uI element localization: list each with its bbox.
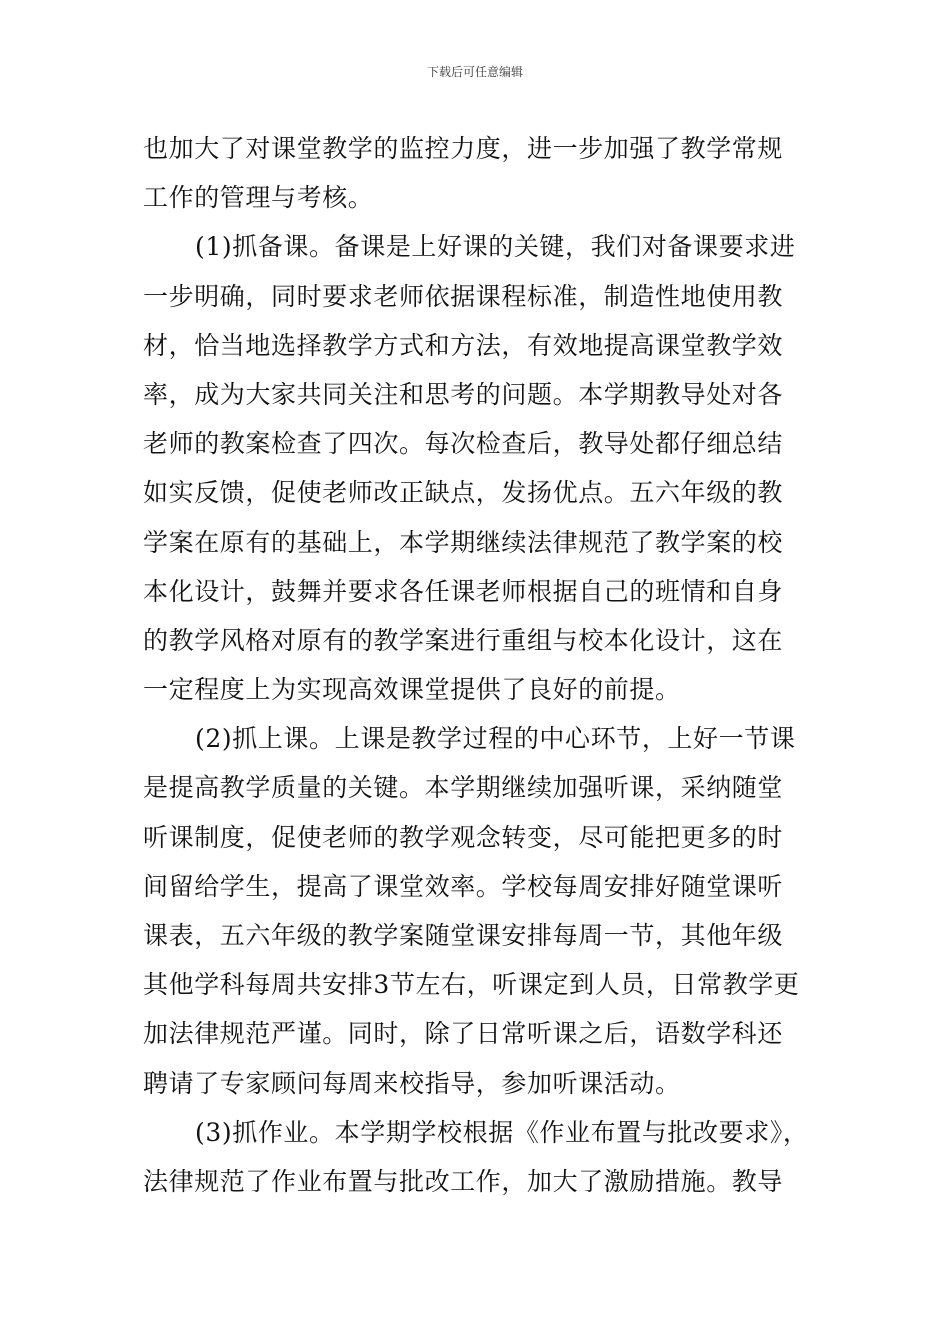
paragraph-line: 老师的教案检查了四次。每次检查后，教导处都仔细总结	[143, 429, 784, 459]
page-header: 下载后可任意编辑	[426, 65, 523, 79]
paragraph-line: 课表，五六年级的教学案随堂课安排每周一节，其他年级	[143, 921, 784, 950]
paragraph-line: 加法律规范严谨。同时，除了日常听课之后，语数学科还	[143, 1019, 784, 1049]
paragraph-line: 材，恰当地选择教学方式和方法，有效地提高课堂教学效	[143, 330, 784, 360]
paragraph-line: 本化设计，鼓舞并要求各任课老师根据自己的班情和自身	[143, 576, 784, 606]
paragraph-line: 工作的管理与考核。	[143, 183, 374, 213]
paragraph-line: 聘请了专家顾问每周来校指导，参加听课活动。	[143, 1068, 681, 1098]
paragraph-line: 其他学科每周共安排3节左右，听课定到人员，日常教学更	[143, 970, 800, 1000]
paragraph-line: 也加大了对课堂教学的监控力度，进一步加强了教学常规	[143, 134, 784, 163]
document-body	[143, 124, 807, 1206]
paragraph-line: 学案在原有的基础上，本学期继续法律规范了教学案的校	[143, 527, 784, 557]
paragraph-line: 间留给学生，提高了课堂效率。学校每周安排好随堂课听	[143, 871, 784, 901]
paragraph-line: 一定程度上为实现高效课堂提供了良好的前提。	[143, 675, 681, 705]
paragraph-line: 一步明确，同时要求老师依据课程标准，制造性地使用教	[143, 281, 784, 311]
paragraph-line: 如实反馈，促使老师改正缺点，发扬优点。五六年级的教	[143, 478, 784, 508]
paragraph-line: 率，成为大家共同关注和思考的问题。本学期教导处对各	[143, 379, 784, 409]
paragraph-line: 听课制度，促使老师的教学观念转变，尽可能把更多的时	[143, 822, 784, 852]
paragraph-line-indented: (3)抓作业。本学期学校根据《作业布置与批改要求》，	[195, 1117, 809, 1147]
paragraph-line: 是提高教学质量的关键。本学期继续加强听课，采纳随堂	[143, 773, 784, 803]
paragraph-line: 法律规范了作业布置与批改工作，加大了激励措施。教导	[143, 1166, 784, 1196]
paragraph-line: 的教学风格对原有的教学案进行重组与校本化设计，这在	[143, 625, 784, 655]
paragraph-line-indented: (2)抓上课。上课是教学过程的中心环节，上好一节课	[195, 724, 796, 754]
paragraph-line-indented: (1)抓备课。备课是上好课的关键，我们对备课要求进	[195, 232, 796, 262]
